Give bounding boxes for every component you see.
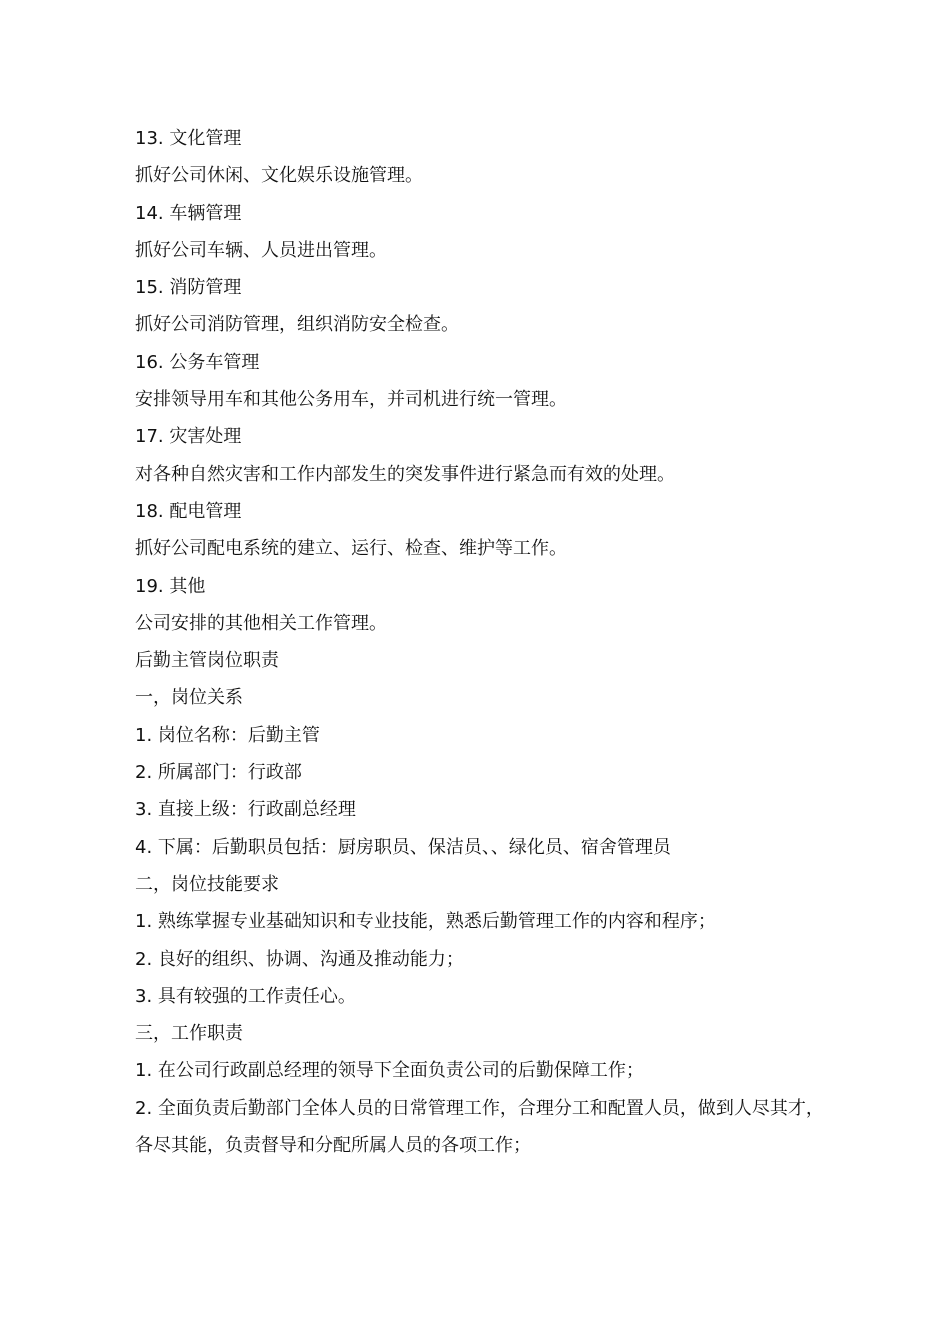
section-heading: 17. 灾害处理 (135, 426, 242, 448)
list-item: 4. 下属：后勤职员包括：厨房职员、保洁员、、绿化员、宿舍管理员 (135, 836, 671, 858)
list-item: 1. 熟练掌握专业基础知识和专业技能，熟悉后勤管理工作的内容和程序； (135, 911, 716, 933)
paragraph: 抓好公司配电系统的建立、运行、检查、维护等工作。 (135, 538, 567, 560)
section-heading: 15. 消防管理 (135, 277, 242, 299)
list-item: 1. 岗位名称：后勤主管 (135, 724, 320, 746)
section-heading: 19. 其他 (135, 575, 206, 597)
paragraph: 抓好公司车辆、人员进出管理。 (135, 239, 387, 261)
list-item: 3. 直接上级：行政副总经理 (135, 799, 356, 821)
list-item: 1. 在公司行政副总经理的领导下全面负责公司的后勤保障工作； (135, 1060, 644, 1082)
paragraph: 抓好公司休闲、文化娱乐设施管理。 (135, 165, 423, 187)
list-item: 3. 具有较强的工作责任心。 (135, 985, 356, 1007)
section-heading: 二，岗位技能要求 (135, 873, 279, 895)
section-heading: 16. 公务车管理 (135, 351, 260, 373)
section-heading: 三，工作职责 (135, 1023, 243, 1045)
section-heading: 14. 车辆管理 (135, 202, 242, 224)
paragraph: 各尽其能，负责督导和分配所属人员的各项工作； (135, 1135, 531, 1157)
section-heading: 13. 文化管理 (135, 128, 242, 149)
document-body (116, 120, 840, 1164)
paragraph: 对各种自然灾害和工作内部发生的突发事件进行紧急而有效的处理。 (135, 463, 675, 485)
list-item: 2. 良好的组织、协调、沟通及推动能力； (135, 948, 464, 970)
list-item-wrapped: 2. 全面负责后勤部门全体人员的日常管理工作，合理分工和配置人员，做到人尽其才， (135, 1097, 824, 1119)
paragraph: 安排领导用车和其他公务用车，并司机进行统一管理。 (135, 389, 567, 411)
paragraph: 抓好公司消防管理，组织消防安全检查。 (135, 314, 459, 336)
section-heading: 18. 配电管理 (135, 500, 242, 522)
section-heading: 一，岗位关系 (135, 687, 243, 709)
paragraph: 公司安排的其他相关工作管理。 (135, 612, 387, 634)
document-subtitle: 后勤主管岗位职责 (135, 650, 279, 672)
list-item: 2. 所属部门：行政部 (135, 762, 302, 784)
